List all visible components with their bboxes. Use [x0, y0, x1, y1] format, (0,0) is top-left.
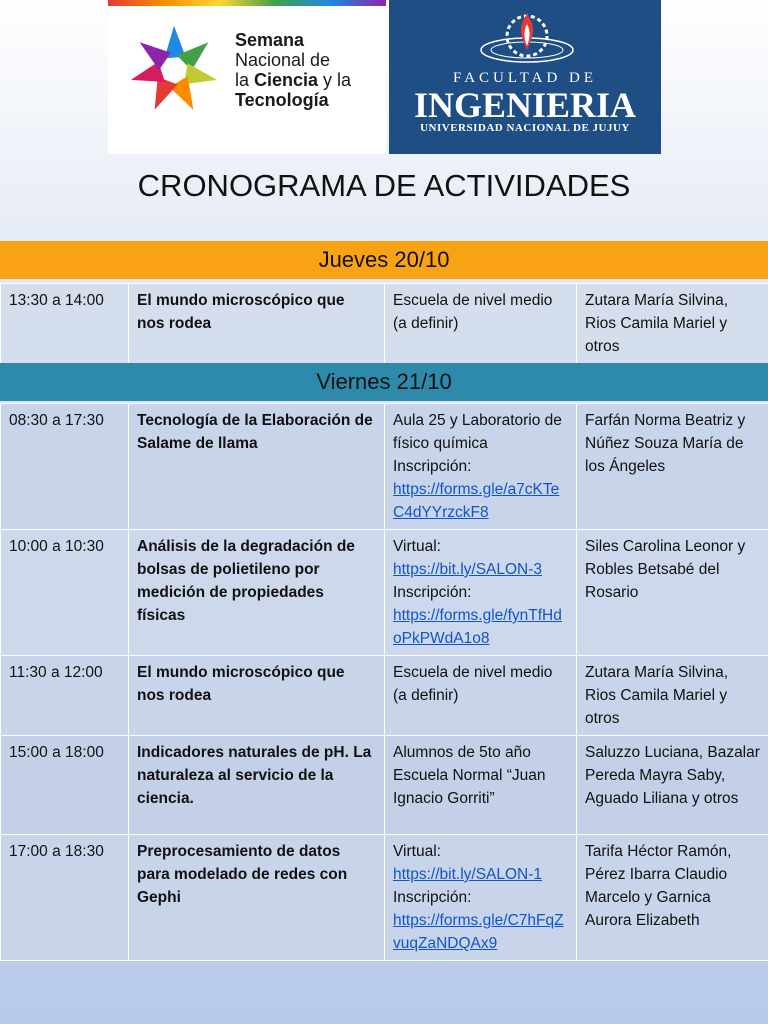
snct-logo — [108, 0, 386, 154]
time-cell: 15:00 a 18:00 — [1, 736, 129, 835]
people-cell: Zutara María Silvina, Rios Camila Mariel y otros — [577, 284, 768, 364]
activity-cell: Tecnología de la Elaboración de Salame de llama — [129, 404, 385, 530]
place-text: Aula 25 y Laboratorio de físico química — [393, 412, 562, 452]
virtual-room-link[interactable]: https://bit.ly/SALON-1 — [393, 866, 543, 883]
logo-line-4: Tecnología — [235, 90, 329, 110]
table-row — [1, 404, 768, 530]
place-cell — [385, 404, 577, 530]
faculty-label: FACULTAD DE — [452, 70, 598, 86]
registration-label: Inscripción: — [393, 584, 472, 601]
schedule-table-thursday — [0, 283, 768, 364]
schedule-table-friday — [0, 403, 768, 961]
day-header-friday: Viernes 21/10 — [0, 363, 768, 401]
place-cell — [385, 835, 577, 961]
table-row — [1, 835, 768, 961]
time-cell: 13:30 a 14:00 — [1, 284, 129, 364]
faculty-logo — [389, 0, 661, 154]
logo-line-2: Nacional de — [235, 50, 331, 70]
place-cell: Escuela de nivel medio (a definir) — [385, 284, 577, 364]
table-row — [1, 736, 768, 835]
virtual-label: Virtual: — [393, 843, 441, 860]
logo-line-3: la Ciencia y la — [235, 70, 352, 90]
flame-gear-emblem-icon — [477, 6, 577, 72]
registration-link[interactable]: https://forms.gle/a7cKTeC4dYYrzckF8 — [393, 481, 560, 521]
virtual-label: Virtual: — [393, 538, 441, 555]
table-row — [1, 530, 768, 656]
people-cell: Siles Carolina Leonor y Robles Betsabé del Rosario — [577, 530, 768, 656]
people-cell: Zutara María Silvina, Rios Camila Mariel y otros — [577, 656, 768, 736]
day-header-thursday: Jueves 20/10 — [0, 241, 768, 279]
snct-logo-text — [235, 30, 351, 110]
university-label: UNIVERSIDAD NACIONAL DE JUJUY — [420, 122, 630, 134]
registration-label: Inscripción: — [393, 458, 472, 475]
page-title: CRONOGRAMA DE ACTIVIDADES — [137, 168, 631, 203]
registration-link[interactable]: https://forms.gle/C7hFqZvuqZaNDQAx9 — [393, 912, 564, 952]
time-cell: 08:30 a 17:30 — [1, 404, 129, 530]
star-icon — [126, 22, 222, 118]
people-cell: Saluzzo Luciana, Bazalar Pereda Mayra Saby, Aguado Liliana y otros — [577, 736, 768, 835]
time-cell: 10:00 a 10:30 — [1, 530, 129, 656]
virtual-room-link[interactable]: https://bit.ly/SALON-3 — [393, 561, 543, 578]
people-cell: Farfán Norma Beatriz y Núñez Souza María de los Ángeles — [577, 404, 768, 530]
activity-cell: Análisis de la degradación de bolsas de polietileno por medición de propiedades físicas — [129, 530, 385, 656]
place-cell — [385, 530, 577, 656]
activity-cell: El mundo microscópico que nos rodea — [129, 656, 385, 736]
rainbow-stripe — [108, 0, 386, 6]
registration-link[interactable]: https://forms.gle/fynTfHdoPkPWdA1o8 — [393, 607, 562, 647]
people-cell: Tarifa Héctor Ramón, Pérez Ibarra Claudio Marcelo y Garnica Aurora Elizabeth — [577, 835, 768, 961]
time-cell: 11:30 a 12:00 — [1, 656, 129, 736]
logo-line-1: Semana — [235, 30, 305, 50]
registration-label: Inscripción: — [393, 889, 472, 906]
activity-cell: Preprocesamiento de datos para modelado de redes con Gephi — [129, 835, 385, 961]
place-cell: Escuela de nivel medio (a definir) — [385, 656, 577, 736]
table-row — [1, 656, 768, 736]
table-row — [1, 284, 768, 364]
activity-cell: El mundo microscópico que nos rodea — [129, 284, 385, 364]
time-cell: 17:00 a 18:30 — [1, 835, 129, 961]
activity-cell: Indicadores naturales de pH. La naturaleza al servicio de la ciencia. — [129, 736, 385, 835]
engineering-label: INGENIERIA — [413, 85, 637, 125]
place-cell: Alumnos de 5to año Escuela Normal “Juan Ignacio Gorriti” — [385, 736, 577, 835]
